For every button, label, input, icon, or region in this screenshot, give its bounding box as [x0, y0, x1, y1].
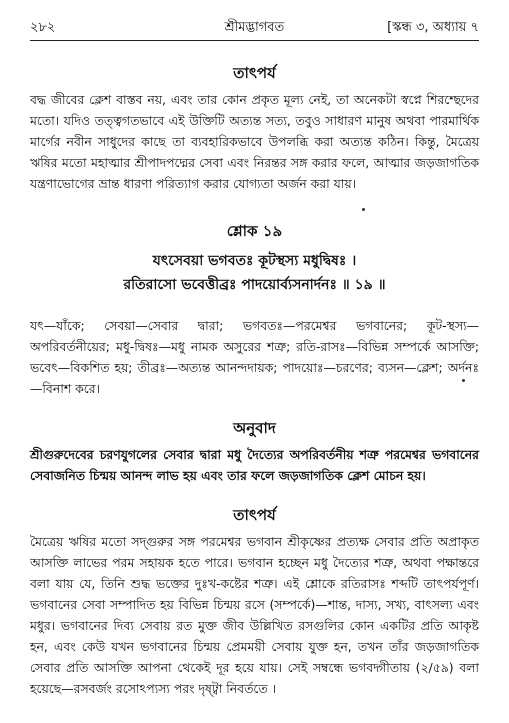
translation-heading: অনুবাদ — [233, 419, 276, 437]
purport-heading-2: তাৎপর্য — [233, 506, 276, 524]
header-rule — [30, 40, 479, 41]
page-content — [30, 62, 479, 699]
print-speck — [462, 379, 465, 382]
translation-text: শ্রীগুরুদেবের চরণযুগলের সেবার দ্বারা মধু দৈত্যের অপরিবর্তনীয় শত্রু পরমেশ্বর ভগবানের সেবাজনিত চিন্ময় আনন্দ লাভ হয় এবং তার ফলে জড়জাগতিক ক্লেশ মোচন হয়। — [30, 447, 479, 483]
running-head: [স্কন্ধ ৩, অধ্যায় ৭ — [387, 20, 479, 35]
verse-title: শ্লোক ১৯ — [226, 222, 283, 240]
page-number: ২৮২ — [30, 20, 56, 35]
book-title: শ্রীমদ্ভাগবত — [224, 20, 285, 35]
verse-line-1: যৎসেবয়া ভগবতঃ কূটস্থস্য মধুদ্বিষঃ । — [152, 253, 357, 269]
purport-heading-1: তাৎপর্য — [233, 64, 276, 82]
verse-line-2: রতিরাসো ভবেত্তীব্রঃ পাদয়োর্ব্যসনার্দনঃ ॥ ১৯ ॥ — [123, 277, 386, 293]
synonyms-text: যৎ—যাঁকে; সেবয়া—সেবার দ্বারা; ভগবতঃ—পরমেশ্বর ভগবানের; কূট-স্থস্য—অপরিবর্তনীয়ের; মধু-দ্বিষঃ—মধু নামক অসুরের শত্রু; রতি-রাসঃ—বিভিন্ন সম্পর্কে আসক্তি; ভবেৎ—বিকশিত হয়; তীব্রঃ—অত্যন্ত আনন্দদায়ক; পাদয়োঃ—চরণের; ব্যসন—ক্লেশ; অর্দনঃ—বিনাশ করে। — [30, 318, 479, 396]
purport-text-2: মৈত্রেয় ঋষির মতো সদ্গুরুর সঙ্গ পরমেশ্বর ভগবান শ্রীকৃষ্ণের প্রত্যক্ষ সেবার প্রতি অপ্রাকৃত আসক্তি লাভের পরম সহায়ক হতে পারে। ভগবান হচ্ছেন মধু দৈত্যের শত্রু, অথবা পক্ষান্তরে বলা যায় যে, তিনি শুদ্ধ ভক্তের দুঃখ-কষ্টের শত্রু। এই শ্লোকে রতিরাসঃ শব্দটি তাৎপর্যপূর্ণ। ভগবানের সেবা সম্পাদিত হয় বিভিন্ন চিন্ময় রসে (সম্পর্কে)—শান্ত, দাস্য, সখ্য, বাৎসল্য এবং মধুর। ভগবানের দিব্য সেবায় রত মুক্ত জীব উল্লিখিত রসগুলির কোন একটির প্রতি আকৃষ্ট হন, এবং কেউ যখন ভগবানের চিন্ময় প্রেমময়ী সেবায় যুক্ত হন, তখন তাঁর জড়জাগতিক সেবার প্রতি আসক্তি আপনা থেকেই দূর হয়ে যায়। সেই সম্বন্ধে ভগবদ্গীতায় (২/৫৯) বলা হয়েছে—রসবর্জং রসোঽপ্যস্য পরং দৃষ্ট্বা নিবর্ততে । — [30, 534, 479, 696]
page-header — [30, 18, 479, 38]
purport-text-1: বদ্ধ জীবের ক্লেশ বাস্তব নয়, এবং তার কোন প্রকৃত মূল্য নেই, তা অনেকটা স্বপ্নে শিরশ্ছেদের মতো। যদিও তত্ত্বগতভাবে এই উক্তিটি অত্যন্ত সত্য, তবুও সাধারণ মানুষ অথবা পারমার্থিক মার্গের নবীন সাধুদের কাছে তা ব্যবহারিকভাবে উপলব্ধি করা অত্যন্ত কঠিন। কিন্তু, মৈত্রেয় ঋষির মতো মহাত্মার শ্রীপাদপদ্মের সেবা এবং নিরন্তর সঙ্গ করার ফলে, আত্মার জড়জাগতিক যন্ত্রণাভোগের ভ্রান্ত ধারণা পরিত্যাগ করার যোগ্যতা অর্জন করা যায়। — [30, 92, 479, 191]
print-speck — [362, 208, 365, 211]
